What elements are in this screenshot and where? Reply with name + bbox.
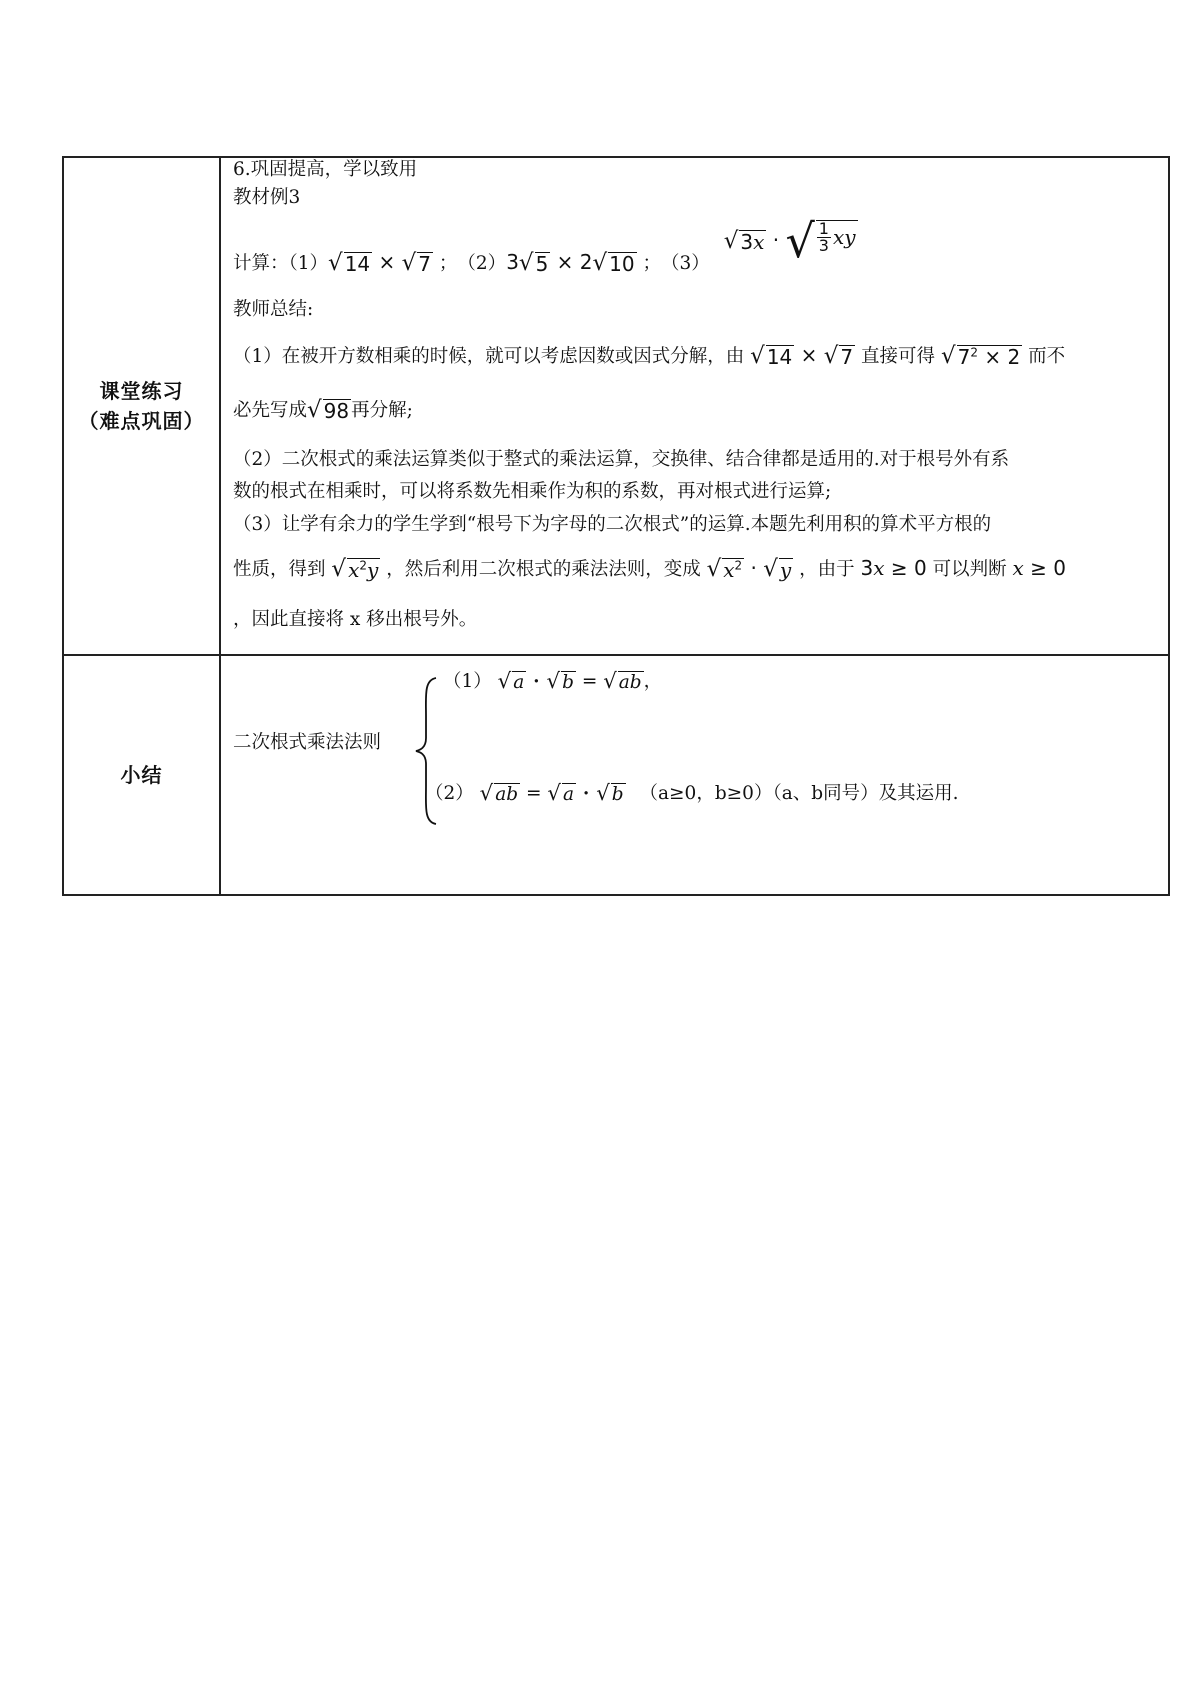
rule-1-prefix: （1） bbox=[443, 671, 492, 692]
calc-sep-3: ； （3） bbox=[642, 253, 710, 274]
note-1-expr-a: √ 14 × √ 7 bbox=[750, 342, 854, 369]
note-1-text-e: 再分解; bbox=[351, 400, 413, 421]
section-heading: 6.巩固提高，学以致用 bbox=[233, 159, 418, 180]
note-3-line1: （3）让学有余力的学生学到“根号下为字母的二次根式”的运算.本题先利用积的算术平方根的 bbox=[233, 514, 992, 535]
note-2-line2: 数的根式在相乘时，可以将系数先相乘作为积的系数，再对根式进行运算; bbox=[233, 481, 832, 502]
note-1-text-a: （1）在被开方数相乘的时候，就可以考虑因数或因式分解，由 bbox=[233, 346, 745, 367]
expr-3: √ 3x · √ $\frac{1}{3}$ xy bbox=[723, 213, 856, 268]
expr-1: √ 14 × √ 7 bbox=[328, 249, 432, 276]
rule-2-prefix: （2） bbox=[425, 783, 474, 804]
practice-label-cell bbox=[63, 157, 220, 655]
rule-2-expr: √ ab = √ a · √ b bbox=[479, 779, 624, 809]
rule-1-expr: √ a · √ b = √ ab bbox=[497, 667, 642, 697]
note-2-line1: （2）二次根式的乘法运算类似于整式的乘法运算，交换律、结合律都是适用的.对于根号外有系 bbox=[233, 449, 1010, 470]
note-1-text-b: 直接可得 bbox=[861, 346, 936, 367]
note-3-line2 bbox=[233, 554, 1066, 584]
lesson-table bbox=[62, 156, 1170, 896]
practice-label-line2: （难点巩固） bbox=[78, 409, 205, 433]
note-1-expr-c: √ 98 bbox=[307, 396, 350, 423]
note-3-expr-d: x ≥ 0 bbox=[1012, 556, 1067, 580]
note-1-line2 bbox=[233, 395, 413, 425]
note-1-expr-b: √ $7^2 \times 2$ bbox=[940, 342, 1021, 369]
rule-2 bbox=[425, 776, 958, 812]
summary-row bbox=[63, 655, 1169, 895]
example-reference: 教材例3 bbox=[233, 187, 301, 208]
summary-content bbox=[221, 656, 1168, 894]
teacher-summary-title: 教师总结: bbox=[233, 299, 314, 320]
summary-content-cell bbox=[220, 655, 1169, 895]
expr-2: 3 √ 5 × 2 √ 10 bbox=[506, 249, 635, 276]
rule-2-suffix: （a≥0，b≥0）（a、b同号）及其运用. bbox=[639, 783, 959, 804]
note-3-text-b: ，然后利用二次根式的乘法法则，变成 bbox=[386, 559, 701, 580]
calc-prefix: 计算：（1） bbox=[233, 253, 329, 274]
practice-label bbox=[64, 376, 219, 436]
summary-label: 小结 bbox=[120, 763, 163, 787]
note-3-text-a: 性质，得到 bbox=[233, 559, 326, 580]
calculation-line bbox=[233, 213, 858, 294]
note-3-line3: ，因此直接将 x 移出根号外。 bbox=[233, 609, 478, 630]
note-1-text-d: 必先写成 bbox=[233, 400, 308, 421]
note-3-expr-c: 3x ≥ 0 bbox=[860, 556, 927, 580]
note-3-text-d: 可以判断 bbox=[932, 559, 1007, 580]
calc-sep-2: ； （2） bbox=[438, 253, 507, 274]
note-1-text-c: 而不 bbox=[1028, 346, 1066, 367]
rule-name: 二次根式乘法法则 bbox=[233, 732, 382, 753]
note-3-expr-b: √ $x^2$ · √ y bbox=[706, 555, 792, 582]
note-1-line1 bbox=[233, 341, 1065, 371]
summary-label-cell bbox=[63, 655, 220, 895]
rule-1 bbox=[443, 664, 662, 700]
practice-row bbox=[63, 157, 1169, 655]
note-3-expr-a: √ $x^2y$ bbox=[331, 555, 379, 582]
note-3-text-c: ，由于 bbox=[799, 559, 855, 580]
rule-1-suffix: ， bbox=[643, 671, 663, 692]
practice-label-line1: 课堂练习 bbox=[99, 379, 184, 403]
practice-content-cell bbox=[220, 157, 1169, 655]
practice-content bbox=[221, 158, 1168, 654]
